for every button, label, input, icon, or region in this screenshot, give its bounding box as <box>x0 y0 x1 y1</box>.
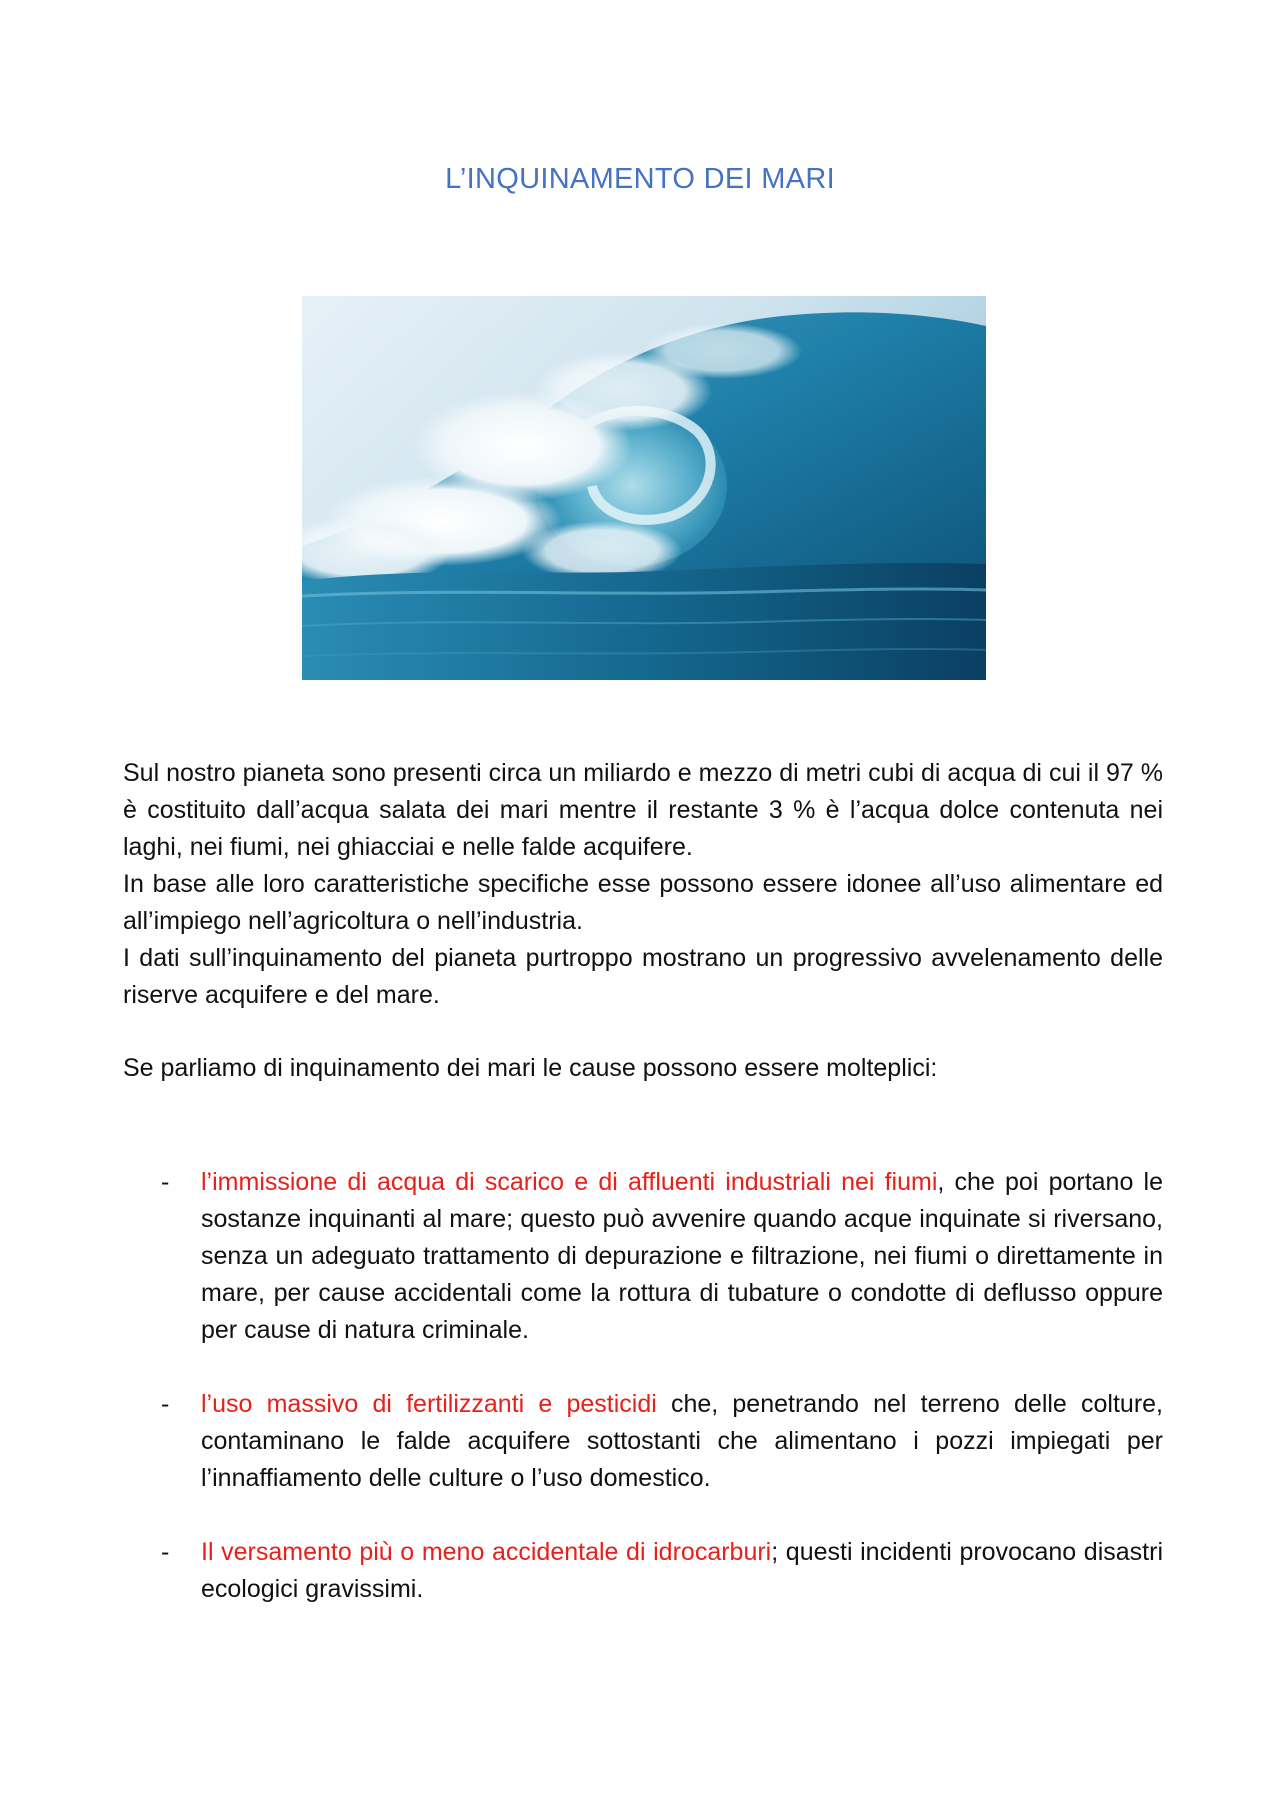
paragraph: Sul nostro pianeta sono presenti circa un miliardo e mezzo di metri cubi di acqua di cui il 97 % è costituito dall’acqua salata dei mari mentre il restante 3 % è l’acqua dolce contenuta nei laghi, nei fiumi, nei ghiacciai e nelle falde acquifere. <box>123 759 1163 861</box>
lead-sentence: Se parliamo di inquinamento dei mari le cause possono essere molteplici: <box>123 1054 938 1082</box>
cause-text: che, penetrando nel terreno delle colture, contaminano le falde acquifere sottostanti che alimentano i pozzi impiegati per l’innaffiamento delle culture o l’uso domestico. <box>201 1390 1163 1492</box>
document-title: L’INQUINAMENTO DEI MARI <box>445 163 835 195</box>
list-item <box>123 1534 1163 1608</box>
list-bullet: - <box>161 1168 170 1196</box>
paragraph: I dati sull’inquinamento del pianeta purtroppo mostrano un progressivo avvelenamento delle riserve acquifere e del mare. <box>123 944 1163 1009</box>
cause-highlight: Il versamento più o meno accidentale di idrocarburi <box>201 1538 772 1566</box>
list-item <box>123 1164 1163 1349</box>
causes-list <box>123 1164 1163 1608</box>
cause-text: ; questi incidenti provocano disastri ecologici gravissimi. <box>201 1538 1163 1603</box>
paragraph: In base alle loro caratteristiche specifiche esse possono essere idonee all’uso alimentare ed all’impiego nell’agricoltura o nell’industria. <box>123 870 1163 935</box>
list-bullet: - <box>161 1390 170 1418</box>
cause-highlight: l’immissione di acqua di scarico e di affluenti industriali nei fiumi <box>201 1168 938 1196</box>
cause-highlight: l’uso massivo di fertilizzanti e pesticidi <box>201 1390 657 1418</box>
list-bullet: - <box>161 1538 170 1566</box>
wave-photo <box>302 296 986 680</box>
list-item <box>123 1386 1163 1497</box>
wave-illustration <box>302 296 986 680</box>
intro-text <box>123 755 1163 1014</box>
cause-text: , che poi portano le sostanze inquinanti al mare; questo può avvenire quando acque inquinate si riversano, senza un adeguato trattamento di depurazione e filtrazione, nei fiumi o direttamente in mare, per cause accidentali come la rottura di tubature o condotte di deflusso oppure per cause di natura criminale. <box>201 1168 1163 1344</box>
